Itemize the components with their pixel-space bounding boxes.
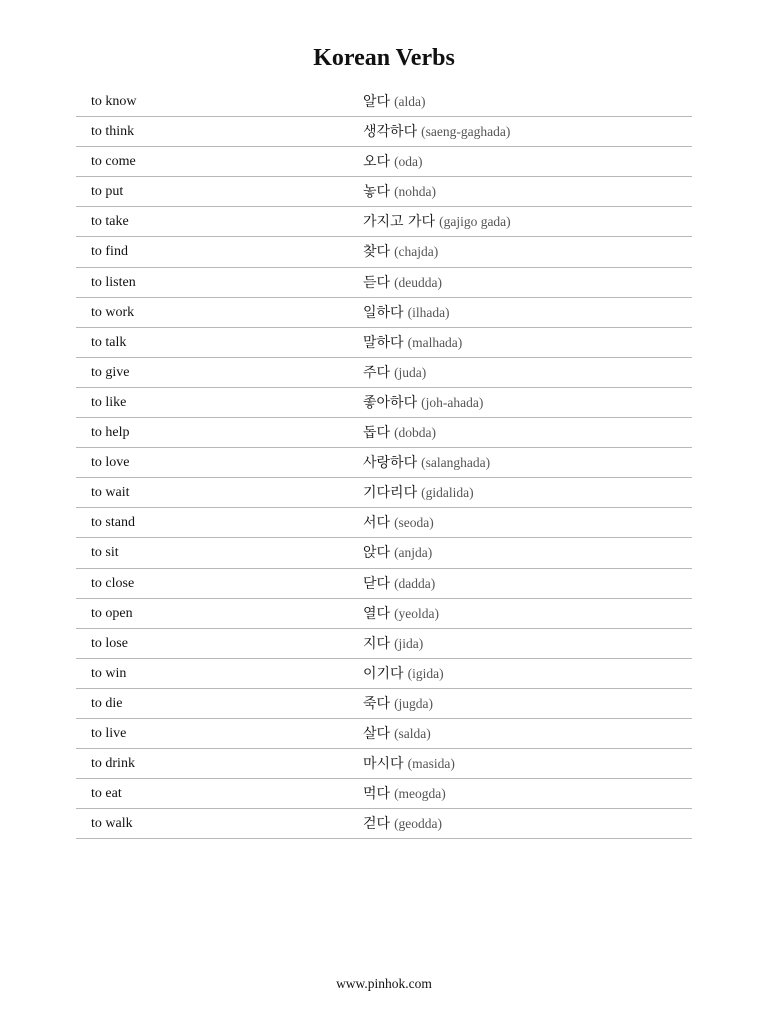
hangul-text: 찾다 <box>363 244 391 261</box>
romanization: (joh-ahada) <box>421 394 484 410</box>
romanization: (geodda) <box>394 816 443 832</box>
korean-term <box>363 635 423 654</box>
vocab-table <box>76 87 692 839</box>
hangul-text: 앉다 <box>363 545 391 562</box>
english-term: to think <box>91 124 135 140</box>
korean-term <box>363 93 426 112</box>
romanization: (salanghada) <box>421 455 491 471</box>
table-row <box>76 448 692 478</box>
english-term: to know <box>91 94 137 109</box>
english-term: to stand <box>91 515 135 531</box>
romanization: (chajda) <box>394 244 439 260</box>
romanization: (oda) <box>394 154 423 170</box>
romanization: (ilhada) <box>407 304 450 320</box>
korean-term <box>363 755 455 774</box>
hangul-text: 마시다 <box>363 756 404 773</box>
hangul-text: 기다리다 <box>363 485 418 502</box>
romanization: (anjda) <box>394 545 433 561</box>
english-term: to help <box>91 425 130 441</box>
english-term: to win <box>91 665 127 681</box>
hangul-text: 돕다 <box>363 425 391 442</box>
hangul-text: 가지고 가다 <box>363 214 436 231</box>
english-term: to come <box>91 154 136 170</box>
english-term: to sit <box>91 545 119 561</box>
hangul-text: 알다 <box>363 94 391 110</box>
romanization: (nohda) <box>394 184 437 200</box>
english-term: to lose <box>91 635 128 651</box>
table-row <box>76 689 692 719</box>
korean-term <box>363 274 442 293</box>
romanization: (meogda) <box>394 786 446 802</box>
romanization: (salda) <box>394 725 431 741</box>
hangul-text: 일하다 <box>363 304 404 321</box>
footer-url: www.pinhok.com <box>336 976 432 991</box>
hangul-text: 좋아하다 <box>363 394 418 411</box>
korean-term <box>363 424 436 443</box>
korean-term <box>363 394 483 413</box>
english-term: to wait <box>91 485 130 501</box>
korean-term <box>363 213 511 232</box>
romanization: (seoda) <box>394 515 434 531</box>
english-term: to listen <box>91 274 136 290</box>
korean-term <box>363 605 439 624</box>
hangul-text: 사랑하다 <box>363 455 418 472</box>
table-row <box>76 538 692 568</box>
korean-term <box>363 123 510 142</box>
hangul-text: 닫다 <box>363 575 391 592</box>
hangul-text: 죽다 <box>363 695 391 712</box>
korean-term <box>363 695 433 714</box>
romanization: (jugda) <box>394 695 434 711</box>
hangul-text: 놓다 <box>363 184 391 201</box>
table-row <box>76 358 692 388</box>
romanization: (malhada) <box>407 334 463 350</box>
korean-term <box>363 544 432 563</box>
hangul-text: 열다 <box>363 605 391 622</box>
hangul-text: 지다 <box>363 635 391 652</box>
romanization: (deudda) <box>394 274 443 290</box>
table-row <box>76 508 692 538</box>
romanization: (gidalida) <box>421 485 474 501</box>
romanization: (saeng-gaghada) <box>421 124 511 140</box>
hangul-text: 생각하다 <box>363 124 418 141</box>
korean-term <box>363 243 438 262</box>
table-row <box>76 147 692 177</box>
english-term: to take <box>91 214 129 230</box>
hangul-text: 살다 <box>363 725 391 742</box>
table-row <box>76 418 692 448</box>
romanization: (juda) <box>394 364 427 380</box>
romanization: (gajigo gada) <box>439 214 511 230</box>
table-row <box>76 749 692 779</box>
table-row <box>76 478 692 508</box>
hangul-text: 듣다 <box>363 274 391 291</box>
hangul-text: 오다 <box>363 154 391 171</box>
korean-term <box>363 665 444 684</box>
table-row <box>76 388 692 418</box>
table-row <box>76 659 692 689</box>
korean-term <box>363 514 434 533</box>
table-row <box>76 599 692 629</box>
korean-term <box>363 153 423 172</box>
english-term: to close <box>91 575 135 591</box>
english-term: to open <box>91 605 133 621</box>
korean-term <box>363 785 446 804</box>
table-row <box>76 629 692 659</box>
korean-term <box>363 183 436 202</box>
english-term: to work <box>91 304 135 320</box>
romanization: (igida) <box>407 665 444 681</box>
hangul-text: 걷다 <box>363 816 391 833</box>
romanization: (yeolda) <box>394 605 440 621</box>
table-row <box>76 237 692 267</box>
korean-term <box>363 575 435 594</box>
korean-term <box>363 364 426 383</box>
korean-term <box>363 454 490 473</box>
table-row <box>76 117 692 147</box>
hangul-text: 주다 <box>363 364 391 381</box>
hangul-text: 이기다 <box>363 665 404 682</box>
english-term: to love <box>91 455 130 471</box>
table-row <box>76 328 692 358</box>
english-term: to walk <box>91 816 133 832</box>
english-term: to die <box>91 695 123 711</box>
romanization: (dobda) <box>394 425 437 441</box>
english-term: to drink <box>91 756 135 772</box>
korean-term <box>363 815 442 834</box>
page-title: Korean Verbs <box>313 45 455 71</box>
english-term: to put <box>91 184 124 200</box>
table-row <box>76 779 692 809</box>
table-row <box>76 268 692 298</box>
romanization: (dadda) <box>394 575 436 591</box>
korean-term <box>363 334 462 353</box>
table-row <box>76 177 692 207</box>
hangul-text: 먹다 <box>363 786 391 803</box>
romanization: (masida) <box>407 756 455 772</box>
table-row <box>76 298 692 328</box>
table-row <box>76 809 692 839</box>
romanization: (jida) <box>394 635 424 651</box>
table-row <box>76 87 692 117</box>
english-term: to live <box>91 725 127 741</box>
english-term: to eat <box>91 786 122 802</box>
hangul-text: 말하다 <box>363 334 404 351</box>
korean-term <box>363 304 450 323</box>
english-term: to give <box>91 364 130 380</box>
table-row <box>76 719 692 749</box>
table-row <box>76 569 692 599</box>
romanization: (alda) <box>394 94 426 109</box>
english-term: to like <box>91 394 127 410</box>
table-row <box>76 207 692 237</box>
english-term: to talk <box>91 334 127 350</box>
korean-term <box>363 484 474 503</box>
hangul-text: 서다 <box>363 515 391 532</box>
korean-term <box>363 725 431 744</box>
english-term: to find <box>91 244 128 260</box>
